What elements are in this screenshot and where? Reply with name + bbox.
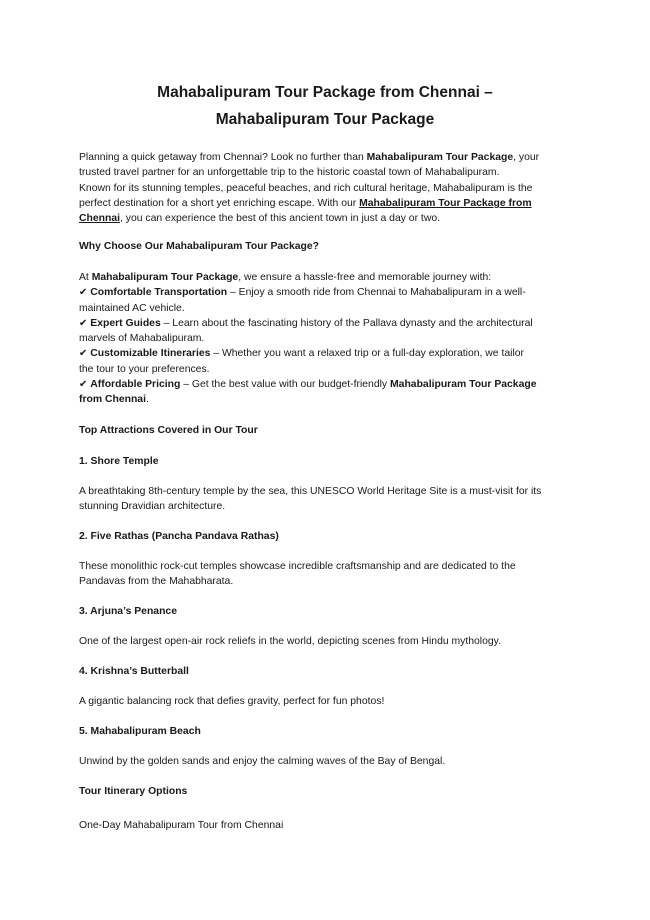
- benefit-text: – Learn about the fascinating history of the Pallava dynasty and the architectural: [160, 317, 533, 329]
- attraction-text: A breathtaking 8th-century temple by the sea, this UNESCO World Heritage Site is a must-visit for its: [79, 486, 542, 497]
- why-lead-text: At: [79, 272, 92, 283]
- attraction-text: Pandavas from the Mahabharata.: [79, 576, 234, 588]
- intro-line: [79, 211, 574, 226]
- document-title: [60, 83, 590, 103]
- attraction-heading: 5. Mahabalipuram Beach: [79, 726, 201, 737]
- attraction-heading: 1. Shore Temple: [79, 456, 159, 467]
- why-lead-keyword: Mahabalipuram Tour Package: [91, 272, 239, 283]
- intro-paragraph: [79, 150, 574, 226]
- intro-text: Planning a quick getaway from Chennai? Look no further than: [79, 152, 367, 163]
- attraction-heading: 3. Arjuna’s Penance: [79, 606, 177, 617]
- attraction-heading: 4. Krishna’s Butterball: [79, 666, 189, 677]
- benefit-label: Expert Guides: [90, 317, 161, 329]
- checkmark-icon: ✔: [79, 348, 88, 360]
- attraction-description: [79, 634, 574, 649]
- why-section: [79, 270, 574, 408]
- benefit-text-cont: the tour to your preferences.: [79, 363, 210, 375]
- intro-link[interactable]: Mahabalipuram Tour Package from: [359, 197, 532, 209]
- benefit-label: Comfortable Transportation: [90, 287, 228, 299]
- intro-line: Known for its stunning temples, peaceful beaches, and rich cultural heritage, Mahabalipuram is the: [79, 182, 533, 194]
- benefit-item-itineraries: [79, 346, 574, 361]
- benefit-label: Customizable Itineraries: [90, 348, 211, 360]
- why-lead-text: , we ensure a hassle-free and memorable journey with:: [238, 272, 492, 283]
- attractions-heading: Top Attractions Covered in Our Tour: [79, 425, 258, 436]
- benefit-text: – Enjoy a smooth ride from Chennai to Mahabalipuram in a well-: [227, 287, 526, 299]
- attraction-heading: 2. Five Rathas (Pancha Pandava Rathas): [79, 531, 279, 542]
- intro-keyword: Mahabalipuram Tour Package: [366, 152, 514, 163]
- attraction-text: stunning Dravidian architecture.: [79, 501, 226, 513]
- intro-text: , you can experience the best of this ancient town in just a day or two.: [120, 213, 440, 225]
- attraction-description: [79, 484, 574, 515]
- checkmark-icon: ✔: [79, 287, 88, 299]
- attraction-description: [79, 559, 574, 590]
- benefit-label: Affordable Pricing: [90, 379, 181, 391]
- benefit-text-cont: maintained AC vehicle.: [79, 302, 185, 314]
- benefit-item-transport: [79, 285, 574, 300]
- checkmark-icon: ✔: [79, 317, 88, 329]
- checkmark-icon: ✔: [79, 379, 88, 391]
- title-line-2: Mahabalipuram Tour Package: [215, 111, 435, 128]
- intro-line: [79, 196, 574, 211]
- attraction-text: These monolithic rock-cut temples showcase incredible craftsmanship and are dedicated to the: [79, 561, 516, 572]
- attraction-description: [79, 754, 574, 769]
- benefit-text-cont: [79, 392, 574, 407]
- attraction-description: [79, 694, 574, 709]
- benefit-keyword: Mahabalipuram Tour Package: [390, 379, 537, 391]
- intro-text: perfect destination for a short yet enriching escape. With our: [79, 197, 360, 209]
- title-line-1: Mahabalipuram Tour Package from Chennai –: [157, 84, 493, 101]
- attraction-text: Unwind by the golden sands and enjoy the calming waves of the Bay of Bengal.: [79, 756, 446, 767]
- why-heading: Why Choose Our Mahabalipuram Tour Package?: [79, 241, 319, 252]
- itinerary-option: One-Day Mahabalipuram Tour from Chennai: [79, 820, 284, 831]
- benefit-item-guides: [79, 316, 574, 331]
- intro-line: trusted travel partner for an unforgettable trip to the historic coastal town of Mahabalipuram.: [79, 167, 500, 179]
- benefit-text: – Whether you want a relaxed trip or a full-day exploration, we tailor: [210, 348, 524, 360]
- benefit-text: – Get the best value with our budget-friendly: [180, 379, 391, 391]
- benefit-text-cont: marvels of Mahabalipuram.: [79, 333, 205, 345]
- itinerary-heading: Tour Itinerary Options: [79, 786, 188, 797]
- document-title-line-2: [60, 110, 590, 130]
- intro-line: [79, 150, 574, 165]
- intro-text: , your: [513, 152, 540, 163]
- why-lead: [79, 270, 574, 285]
- attraction-text: One of the largest open-air rock reliefs in the world, depicting scenes from Hindu mythology.: [79, 636, 501, 647]
- benefit-text: .: [145, 394, 149, 406]
- attraction-text: A gigantic balancing rock that defies gravity, perfect for fun photos!: [79, 696, 385, 707]
- benefit-item-pricing: [79, 377, 574, 392]
- intro-link[interactable]: Chennai: [79, 213, 120, 225]
- benefit-keyword: from Chennai: [79, 394, 146, 406]
